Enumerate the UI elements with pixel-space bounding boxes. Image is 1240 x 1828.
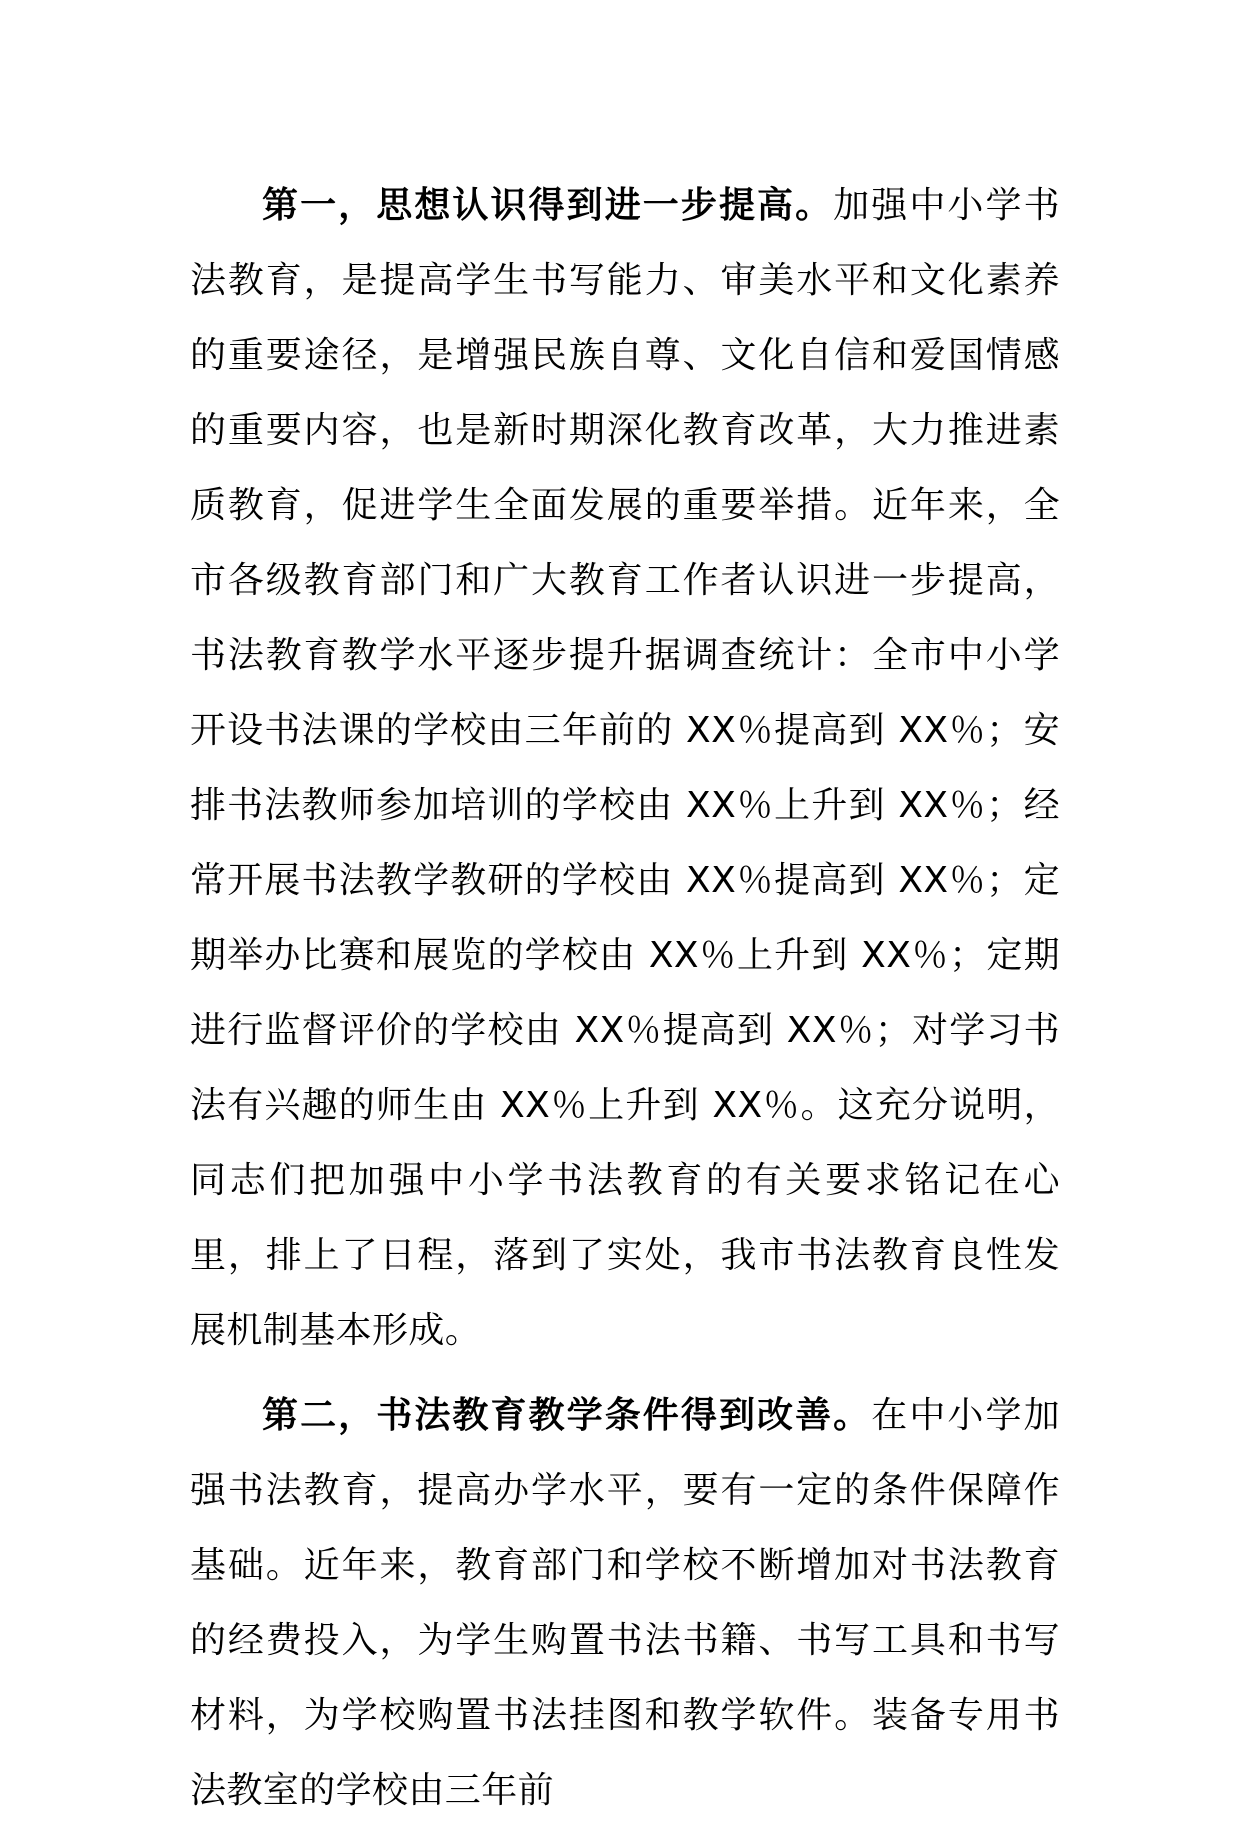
paragraph-1 [190, 168, 1060, 1368]
paragraph-1-heading: 第一，思想认识得到进一步提高。 [262, 185, 834, 226]
paragraph-2 [190, 1378, 1060, 1828]
document-body [190, 168, 1060, 1828]
paragraph-2-heading: 第二，书法教育教学条件得到改善。 [262, 1395, 872, 1436]
paragraph-1-text: 加强中小学书法教育，是提高学生书写能力、审美水平和文化素养的重要途径，是增强民族自尊、文化自信和爱国情感的重要内容，也是新时期深化教育改革，大力推进素质教育，促进学生全面发展的重要举措。近年来，全市各级教育部门和广大教育工作者认识进一步提高，书法教育教学水平逐步提升据调查统计：全市中小学开设书法课的学校由三年前的 XX％提高到 XX％；安排书法教师参加培训的学校由 XX％上升到 XX％；经常开展书法教学教研的学校由 XX％提高到 XX％；定期举办比赛和展览的学校由 XX％上升到 XX％；定期进行监督评价的学校由 XX％提高到 XX％；对学习书法有兴趣的师生由 XX％上升到 XX％。这充分说明，同志们把加强中小学书法教育的有关要求铭记在心里，排上了日程，落到了实处，我市书法教育良性发展机制基本形成。 [190, 185, 1060, 1351]
paragraph-2-text: 在中小学加强书法教育，提高办学水平，要有一定的条件保障作基础。近年来，教育部门和学校不断增加对书法教育的经费投入，为学生购置书法书籍、书写工具和书写材料，为学校购置书法挂图和教学软件。装备专用书法教室的学校由三年前 [190, 1395, 1060, 1811]
